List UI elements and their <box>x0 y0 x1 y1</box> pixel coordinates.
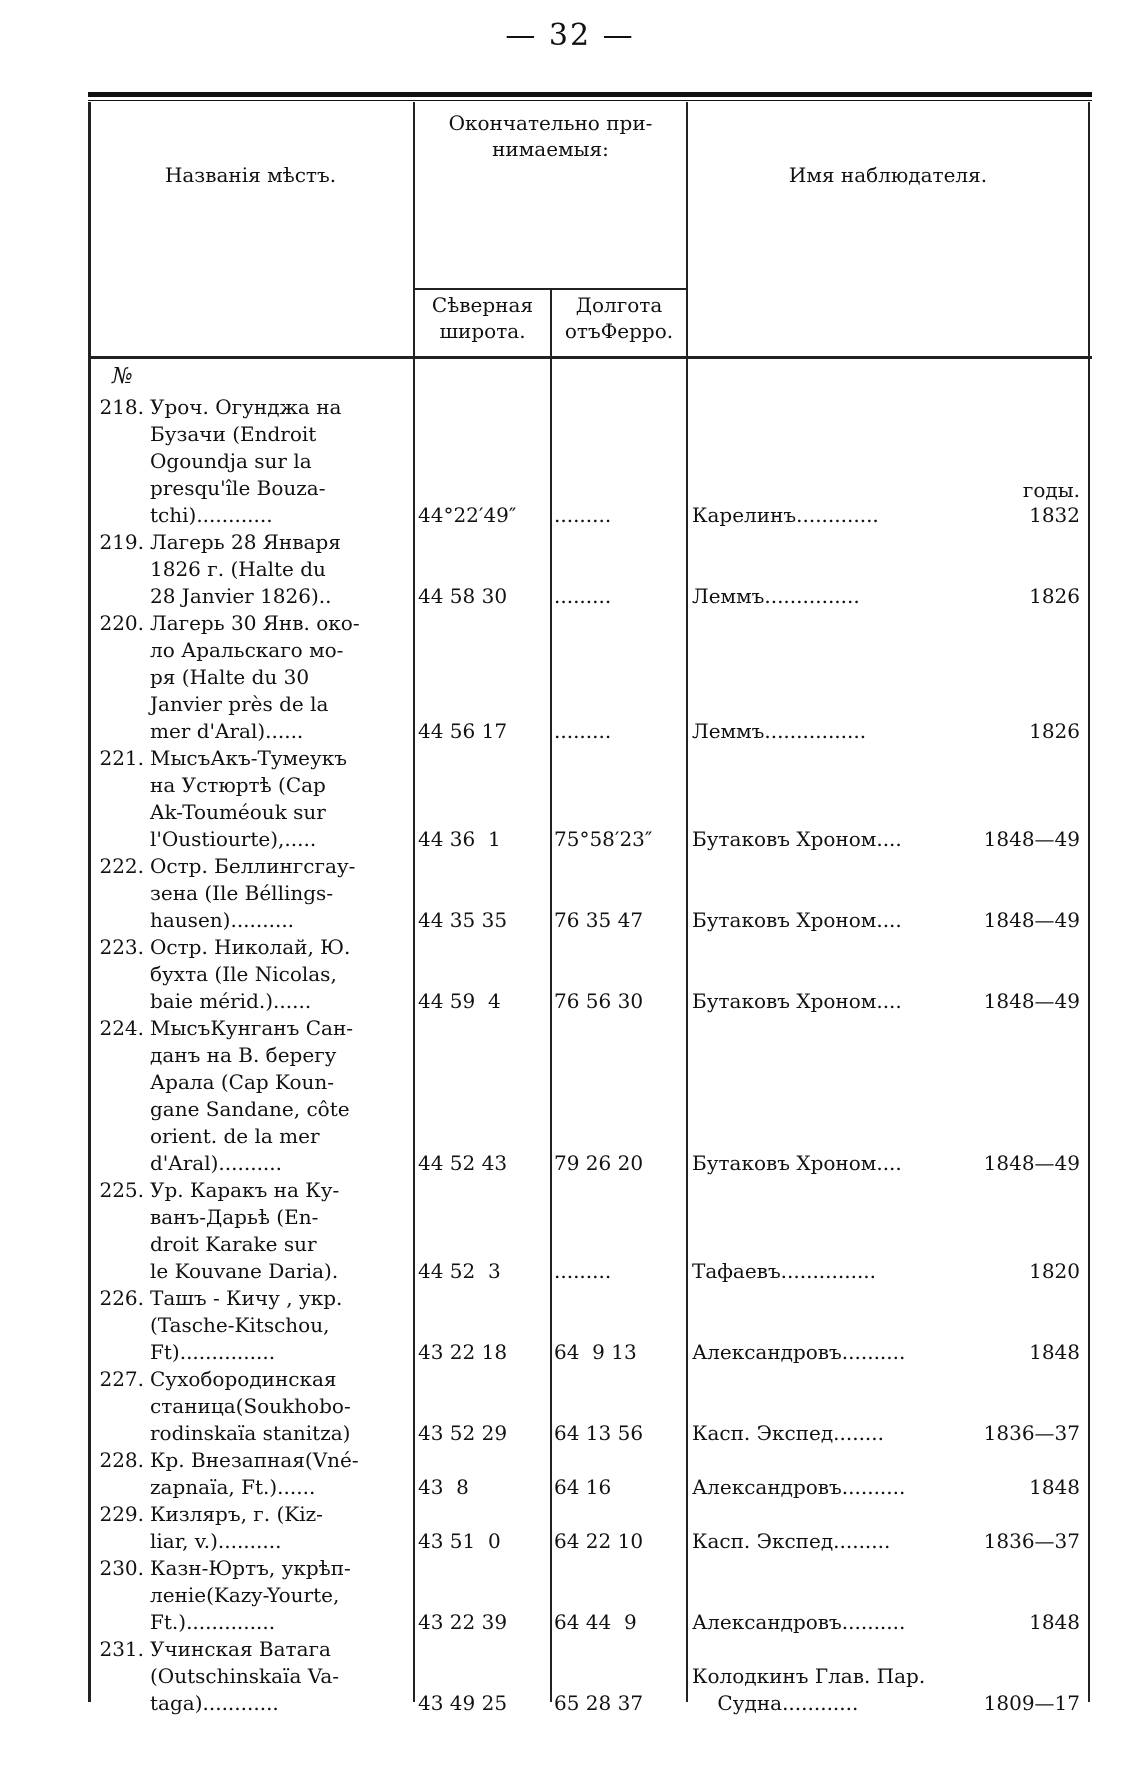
place-text-line: le Kouvane Daria). <box>150 1259 339 1283</box>
place-text-line: tchi)............ <box>150 503 273 527</box>
header-rule <box>88 356 1092 359</box>
observation-year: 1826 <box>1029 584 1080 608</box>
observer-cell <box>692 1474 1084 1501</box>
entry-number: 229. <box>99 1502 144 1526</box>
entry-number: 231. <box>99 1637 144 1661</box>
table-row <box>88 1015 1092 1177</box>
place-text-line: zapnaïa, Ft.)...... <box>150 1475 316 1499</box>
place-name <box>92 610 410 745</box>
place-text-line: станица(Soukhobo- <box>150 1394 351 1418</box>
place-text-line: (Tasche-Kitschou, <box>150 1313 330 1337</box>
place-text: Кизляръ, г. (Kiz- <box>150 1502 323 1526</box>
observation-year: 1848—49 <box>983 989 1080 1013</box>
years-label: годы. <box>1022 478 1080 502</box>
entry-number: 225. <box>99 1178 144 1202</box>
latitude-value: 43 22 18 <box>418 1340 508 1364</box>
latitude-value: 43 22 39 <box>418 1610 508 1634</box>
place-name <box>92 1177 410 1285</box>
observer-cell <box>692 583 1084 610</box>
place-text: Уроч. Огунджа на <box>150 395 342 419</box>
observation-year: 1848 <box>1029 1610 1080 1634</box>
longitude-value: 64 9 13 <box>554 1340 637 1364</box>
place-text-line: Бузачи (Endroit <box>150 422 317 446</box>
observer-name: Александровъ.......... <box>692 1610 906 1634</box>
table-row <box>88 1177 1092 1285</box>
header-longitude <box>552 292 686 344</box>
header-latitude <box>415 292 550 344</box>
latitude-value: 43 8 <box>418 1475 469 1499</box>
observation-year: 1826 <box>1029 719 1080 743</box>
observer-cell <box>692 1420 1084 1447</box>
place-name <box>92 394 410 529</box>
latitude-value: 43 49 25 <box>418 1691 508 1715</box>
latitude-value: 44 56 17 <box>418 719 508 743</box>
place-text-line: taga)............ <box>150 1691 279 1715</box>
longitude-value: 65 28 37 <box>554 1691 644 1715</box>
header-longitude-line2: отъФерро. <box>564 319 674 343</box>
place-text: Сухобородинская <box>150 1367 337 1391</box>
longitude-value: ......... <box>554 719 612 743</box>
place-text: Лагерь 28 Января <box>150 530 341 554</box>
table-row <box>88 745 1092 853</box>
place-name <box>92 1447 410 1501</box>
observation-year: 1809—17 <box>983 1691 1080 1715</box>
header-latitude-line2: широта. <box>439 319 526 343</box>
subheader-rule <box>413 288 688 290</box>
top-rule-thin <box>88 100 1092 101</box>
observer-name: Бутаковъ Хроном.... <box>692 827 902 851</box>
place-text-line: baie mérid.)...... <box>150 989 312 1013</box>
place-text-line: droit Karake sur <box>150 1232 317 1256</box>
place-text-line: 1826 г. (Halte du <box>150 557 326 581</box>
observer-cell <box>692 1150 1084 1177</box>
observer-cell <box>692 826 1084 853</box>
header-final-line1: Окончательно при- <box>448 111 653 135</box>
longitude-value: ......... <box>554 503 612 527</box>
place-text: Ур. Каракъ на Ку- <box>150 1178 340 1202</box>
place-name <box>92 1501 410 1555</box>
place-text-line: Janvier près de la <box>150 692 329 716</box>
latitude-value: 43 52 29 <box>418 1421 508 1445</box>
header-observer: Имя наблюдателя. <box>788 163 988 187</box>
numero-sign: № <box>112 364 133 389</box>
entry-number: 219. <box>99 530 144 554</box>
place-text-line: бухта (Ile Nicolas, <box>150 962 337 986</box>
observation-year: 1848—49 <box>983 1151 1080 1175</box>
observer-cell <box>692 1528 1084 1555</box>
observer-name: Леммъ............... <box>692 584 860 608</box>
place-text-line: Ft.).............. <box>150 1610 276 1634</box>
place-name <box>92 853 410 934</box>
observer-name: Александровъ.......... <box>692 1475 906 1499</box>
place-text-line: orient. de la mer <box>150 1124 320 1148</box>
place-name <box>92 1015 410 1177</box>
observation-year: 1820 <box>1029 1259 1080 1283</box>
place-text: Лагерь 30 Янв. око- <box>150 611 360 635</box>
observer-name: Леммъ................ <box>692 719 867 743</box>
table-row <box>88 1447 1092 1501</box>
entry-number: 223. <box>99 935 144 959</box>
longitude-value: 64 13 56 <box>554 1421 644 1445</box>
place-name <box>92 1636 410 1717</box>
observer-name: Бутаковъ Хроном.... <box>692 1151 902 1175</box>
longitude-value: 64 44 9 <box>554 1610 637 1634</box>
longitude-value: 76 35 47 <box>554 908 644 932</box>
observer-cell <box>692 718 1084 745</box>
header-final-line2: нимаемыя: <box>492 137 609 161</box>
latitude-value: 44 52 43 <box>418 1151 508 1175</box>
latitude-value: 44 58 30 <box>418 584 508 608</box>
header-places: Названія мѣстъ. <box>164 163 337 187</box>
place-name <box>92 745 410 853</box>
place-text-line: gane Sandane, côte <box>150 1097 350 1121</box>
place-text: Учинская Ватага <box>150 1637 331 1661</box>
table-row <box>88 1636 1092 1717</box>
place-name <box>92 1555 410 1636</box>
observer-cell <box>692 1258 1084 1285</box>
observer-name: Бутаковъ Хроном.... <box>692 908 902 932</box>
observation-year: 1848 <box>1029 1340 1080 1364</box>
entry-number: 218. <box>99 395 144 419</box>
place-name <box>92 529 410 610</box>
place-text-line: rodinskaïa stanitza) <box>150 1421 351 1445</box>
place-text-line: (Outschinskaïa Va- <box>150 1664 340 1688</box>
place-name <box>92 934 410 1015</box>
place-text-line: l'Oustiourte),..... <box>150 827 317 851</box>
observer-cell <box>692 1609 1084 1636</box>
observer-name: Карелинъ............. <box>692 503 879 527</box>
place-text-line: mer d'Aral)...... <box>150 719 304 743</box>
coordinates-table <box>88 92 1092 1715</box>
longitude-value: ......... <box>554 584 612 608</box>
latitude-value: 44°22′49″ <box>418 503 517 527</box>
observation-year: 1836—37 <box>983 1421 1080 1445</box>
table-row <box>88 1285 1092 1366</box>
header-latitude-line1: Сѣверная <box>431 293 534 317</box>
place-text-line: данъ на В. берегу <box>150 1043 337 1067</box>
observer-name: Александровъ.......... <box>692 1340 906 1364</box>
place-text: Кр. Внезапная(Vné- <box>150 1448 359 1472</box>
latitude-value: 44 59 4 <box>418 989 501 1013</box>
entry-number: 224. <box>99 1016 144 1040</box>
top-rule <box>88 92 1092 97</box>
observer-cell <box>692 1339 1084 1366</box>
place-text-line: presqu'île Bouza- <box>150 476 326 500</box>
observer-cell <box>692 502 1084 529</box>
place-text-line: зена (Ile Béllings- <box>150 881 334 905</box>
place-text: МысъАкъ-Тумеукъ <box>150 746 347 770</box>
place-text-line: Ak-Touméouk sur <box>150 800 326 824</box>
latitude-value: 44 52 3 <box>418 1259 501 1283</box>
place-text-line: ванъ-Дарьѣ (En- <box>150 1205 319 1229</box>
place-text-line: liar, v.).......... <box>150 1529 282 1553</box>
header-final-values <box>415 110 686 162</box>
place-text-line: Ft)............... <box>150 1340 276 1364</box>
place-name <box>92 1366 410 1447</box>
place-text-line: ло Аральскаго мо- <box>150 638 344 662</box>
header-longitude-line1: Долгота <box>575 293 663 317</box>
longitude-value: 64 22 10 <box>554 1529 644 1553</box>
entry-number: 221. <box>99 746 144 770</box>
table-row <box>88 1501 1092 1555</box>
entry-number: 220. <box>99 611 144 635</box>
observation-year: 1836—37 <box>983 1529 1080 1553</box>
observation-year: 1848—49 <box>983 908 1080 932</box>
table-row <box>88 529 1092 610</box>
latitude-value: 44 36 1 <box>418 827 501 851</box>
latitude-value: 43 51 0 <box>418 1529 501 1553</box>
place-text-line: d'Aral).......... <box>150 1151 283 1175</box>
table-row <box>88 394 1092 529</box>
place-text-line: Ogoundja sur la <box>150 449 312 473</box>
observer-name: Бутаковъ Хроном.... <box>692 989 902 1013</box>
observation-year: 1848—49 <box>983 827 1080 851</box>
entry-number: 227. <box>99 1367 144 1391</box>
observer-name: Касп. Экспед......... <box>692 1529 891 1553</box>
page-number: — 32 — <box>505 18 635 53</box>
observer-name: Касп. Экспед........ <box>692 1421 884 1445</box>
table-row <box>88 1555 1092 1636</box>
table-row <box>88 1366 1092 1447</box>
latitude-value: 44 35 35 <box>418 908 508 932</box>
place-text: Остр. Беллингсгау- <box>150 854 356 878</box>
entry-number: 222. <box>99 854 144 878</box>
place-text: Казн-Юртъ, укрѣп- <box>150 1556 351 1580</box>
place-text-line: ря (Halte du 30 <box>150 665 310 689</box>
place-text-line: hausen).......... <box>150 908 295 932</box>
place-text-line: 28 Janvier 1826).. <box>150 584 332 608</box>
observation-year: 1832 <box>1029 503 1080 527</box>
longitude-value: 79 26 20 <box>554 1151 644 1175</box>
place-text-line: Арала (Cap Koun- <box>150 1070 335 1094</box>
place-text-line: на Устюртѣ (Cap <box>150 773 326 797</box>
observer-name: Тафаевъ............... <box>692 1259 877 1283</box>
longitude-value: 76 56 30 <box>554 989 644 1013</box>
longitude-value: 75°58′23″ <box>554 827 653 851</box>
entry-number: 230. <box>99 1556 144 1580</box>
place-text-line: леніе(Kazy-Yourte, <box>150 1583 340 1607</box>
entry-number: 228. <box>99 1448 144 1472</box>
table-row <box>88 610 1092 745</box>
observer-name: Колодкинъ Глав. Пар. Судна............ <box>692 1664 926 1715</box>
observer-cell <box>692 1663 1084 1717</box>
longitude-value: ......... <box>554 1259 612 1283</box>
observer-cell <box>692 907 1084 934</box>
observation-year: 1848 <box>1029 1475 1080 1499</box>
table-row <box>88 853 1092 934</box>
longitude-value: 64 16 <box>554 1475 612 1499</box>
table-row <box>88 934 1092 1015</box>
entry-number: 226. <box>99 1286 144 1310</box>
place-name <box>92 1285 410 1366</box>
place-text: Остр. Николай, Ю. <box>150 935 351 959</box>
place-text: Ташъ - Кичу , укр. <box>150 1286 343 1310</box>
place-text: МысъКунганъ Сан- <box>150 1016 354 1040</box>
observer-cell <box>692 988 1084 1015</box>
